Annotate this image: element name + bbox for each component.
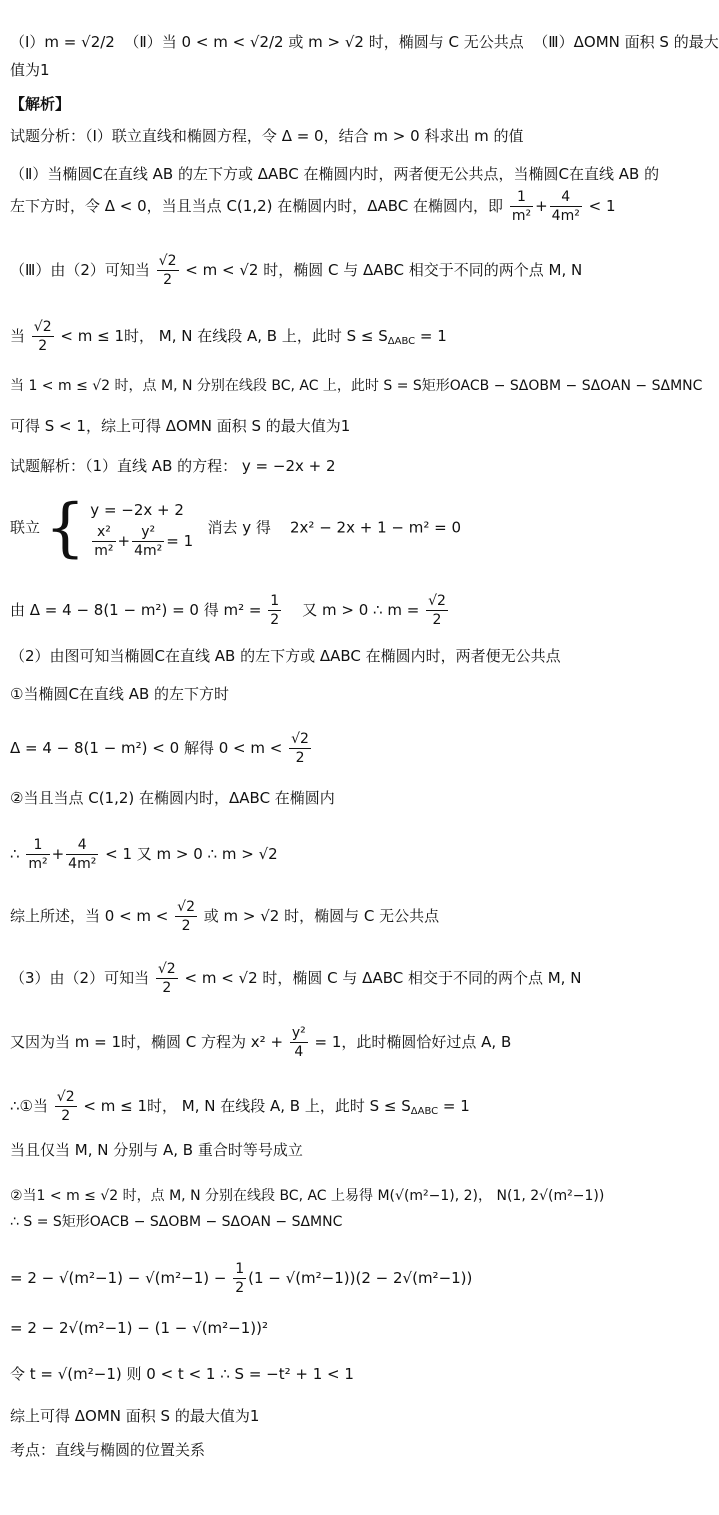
analysis-line-5: [10, 318, 620, 355]
solution-line-11b: = 1，此时椭圆恰好过点 A, B: [314, 1033, 512, 1051]
analysis-line-3b: < 1: [588, 197, 616, 215]
analysis-line-1: 试题分析：（Ⅰ）联立直线和椭圆方程，令 Δ = 0，结合 m > 0 科求出 m 的值: [10, 127, 524, 145]
fraction-sqrt2-over-2: $\frac{√2}{2}$: [56, 1089, 75, 1124]
solution-line-9: [10, 898, 620, 935]
solution-line-6a: Δ = 4 − 8(1 − m²) < 0 解得 0 < m <: [10, 739, 283, 757]
analysis-line-4b: < m < √2 时，椭圆 C 与 ΔABC 相交于不同的两个点 M, N: [185, 261, 583, 279]
fraction-sqrt2-over-2: $\frac{√2}{2}$: [157, 961, 176, 996]
fraction-y2-over-4: $\frac{\text{y²}}{4}$: [291, 1025, 306, 1060]
knowledge-point: 考点：直线与椭圆的位置关系: [10, 1441, 206, 1459]
equation-system: [90, 497, 193, 560]
fraction-1-over-2: $\frac{1}{2}$: [235, 1261, 245, 1296]
solution-line-3a: 由 Δ = 4 − 8(1 − m²) = 0 得 m² =: [10, 601, 262, 619]
answer-part3-cont: 值为1: [10, 61, 50, 79]
solution-line-10b: < m < √2 时，椭圆 C 与 ΔABC 相交于不同的两个点 M, N: [184, 969, 582, 987]
solution-line-12b: < m ≤ 1时， M, N 在线段 A, B 上，此时 S ≤ S: [83, 1097, 411, 1115]
solution-line-16: [10, 1260, 620, 1297]
solution-line-13: 当且仅当 M, N 分别与 A, B 重合时等号成立: [10, 1141, 303, 1159]
solution-line-6: [10, 730, 620, 767]
analysis-line-5b: < m ≤ 1时， M, N 在线段 A, B 上，此时 S ≤ S: [60, 327, 388, 345]
solution-line-19: 综上可得 ΔOMN 面积 S 的最大值为1: [10, 1407, 260, 1425]
fraction-sqrt2-over-2: $\frac{√2}{2}$: [177, 899, 195, 934]
solution-line-16a: = 2 − √(m²−1) − √(m²−1) −: [10, 1269, 227, 1287]
answer-part2: （Ⅱ）当 0 < m < √2/2 或 m > √2 时，椭圆与 C 无公共点: [124, 33, 524, 51]
subscript-abc: ΔABC: [387, 336, 416, 347]
solution-line-9b: 或 m > √2 时，椭圆与 C 无公共点: [203, 907, 440, 925]
solution-line-12: [10, 1088, 620, 1125]
solution-line-9a: 综上所述，当 0 < m <: [10, 907, 169, 925]
solution-line-17: = 2 − 2√(m²−1) − (1 − √(m²−1))²: [10, 1319, 268, 1337]
analysis-line-3: 左下方时，令 Δ < 0，当且当点 C(1,2) 在椭圆内时，ΔABC 在椭圆内，即 $\frac{1}{\text{m²}}$ + $\frac{4}{\text{4m²}}$ < 1: [10, 189, 616, 224]
analysis-line-7: 可得 S < 1，综上可得 ΔOMN 面积 S 的最大值为1: [10, 417, 351, 435]
fraction-sqrt2-over-2: $\frac{√2}{2}$: [291, 731, 309, 766]
solution-line-12c: = 1: [438, 1097, 470, 1115]
answer-part1: （Ⅰ）m = √2/2: [10, 33, 115, 51]
analysis-line-5c: = 1: [415, 327, 447, 345]
analysis-line-2: （Ⅱ）当椭圆C在直线 AB 的左下方或 ΔABC 在椭圆内时，两者便无公共点，当椭圆C在直线 AB 的: [10, 165, 660, 183]
fraction-1-over-m2: $\frac{1}{\text{m²}}$: [511, 189, 532, 224]
solution-line-5: ①当椭圆C在直线 AB 的左下方时: [10, 685, 230, 703]
analysis-line-6: 当 1 < m ≤ √2 时，点 M, N 分别在线段 BC, AC 上，此时 S = S矩形OACB − SΔOBM − SΔOAN − SΔMNC: [10, 378, 703, 394]
solution-line-11a: 又因为当 m = 1时，椭圆 C 方程为 x² +: [10, 1033, 284, 1051]
analysis-line-4: [10, 252, 620, 289]
answer-part3: （Ⅲ）ΔOMN 面积 S 的最大: [533, 33, 719, 51]
solution-line-11: [10, 1024, 620, 1061]
system-label: 联立: [10, 518, 41, 537]
answer-line-1: [10, 32, 719, 52]
fraction-4-over-4m2: $\frac{4}{\text{4m²}}$: [68, 837, 97, 872]
solution-line-14: ②当1 < m ≤ √2 时，点 M, N 分别在线段 BC, AC 上易得 M(√(m²−1), 2)， N(1, 2√(m²−1)): [10, 1188, 605, 1204]
fraction-sqrt2-over-2: $\frac{√2}{2}$: [33, 319, 52, 354]
solution-line-7: ②当且当点 C(1,2) 在椭圆内时，ΔABC 在椭圆内: [10, 789, 335, 807]
solution-line-10a: （3）由（2）可知当: [10, 969, 150, 987]
analysis-line-4a: （Ⅲ）由（2）可知当: [10, 261, 150, 279]
eliminated-equation: 2x² − 2x + 1 − m² = 0: [290, 518, 461, 537]
analysis-line-3a: 左下方时，令 Δ < 0，当且当点 C(1,2) 在椭圆内时，ΔABC 在椭圆内，即: [10, 197, 504, 215]
answer-line-2: [10, 60, 620, 80]
solution-line-8b: < 1 又 m > 0 ∴ m > √2: [105, 845, 278, 863]
subscript-abc: ΔABC: [410, 1106, 439, 1117]
solution-line-12a: ∴①当: [10, 1097, 48, 1115]
analysis-heading: 【解析】: [10, 95, 71, 113]
brace-icon: {: [44, 491, 86, 565]
therefore-symbol: ∴: [10, 845, 20, 863]
solution-line-1: 试题解析：（1）直线 AB 的方程： y = −2x + 2: [10, 457, 336, 475]
system-eq-2: $\frac{\text{x²}}{\text{m²}}$ + $\frac{\text{y²}}{\text{4m²}}$ = 1: [94, 523, 194, 559]
solution-line-18: 令 t = √(m²−1) 则 0 < t < 1 ∴ S = −t² + 1 < 1: [10, 1365, 354, 1383]
solution-line-3b: 又 m > 0 ∴ m =: [302, 601, 420, 619]
solution-line-16b: (1 − √(m²−1))(2 − 2√(m²−1)): [248, 1269, 473, 1287]
solution-line-10: [10, 960, 620, 997]
analysis-line-5a: 当: [10, 327, 26, 345]
fraction-sqrt2-over-2: $\frac{√2}{2}$: [428, 593, 446, 628]
fraction-1-over-m2: $\frac{1}{\text{m²}}$: [28, 837, 48, 872]
solution-system: [10, 491, 620, 565]
fraction-4-over-4m2: $\frac{4}{\text{4m²}}$: [551, 189, 580, 224]
system-eq-1: y = −2x + 2: [90, 500, 184, 519]
eliminate-text: 消去 y 得: [207, 518, 271, 537]
fraction-1-over-2: $\frac{1}{2}$: [270, 593, 280, 628]
solution-line-15: ∴ S = S矩形OACB − SΔOBM − SΔOAN − SΔMNC: [10, 1214, 343, 1230]
fraction-sqrt2-over-2: $\frac{√2}{2}$: [158, 253, 177, 288]
solution-line-3: [10, 592, 620, 629]
solution-line-4: （2）由图可知当椭圆C在直线 AB 的左下方或 ΔABC 在椭圆内时，两者便无公共点: [10, 647, 561, 665]
solution-line-8: ∴ $\frac{1}{\text{m²}}$ + $\frac{4}{\text{4m²}}$ < 1 又 m > 0 ∴ m > √2: [10, 837, 278, 872]
